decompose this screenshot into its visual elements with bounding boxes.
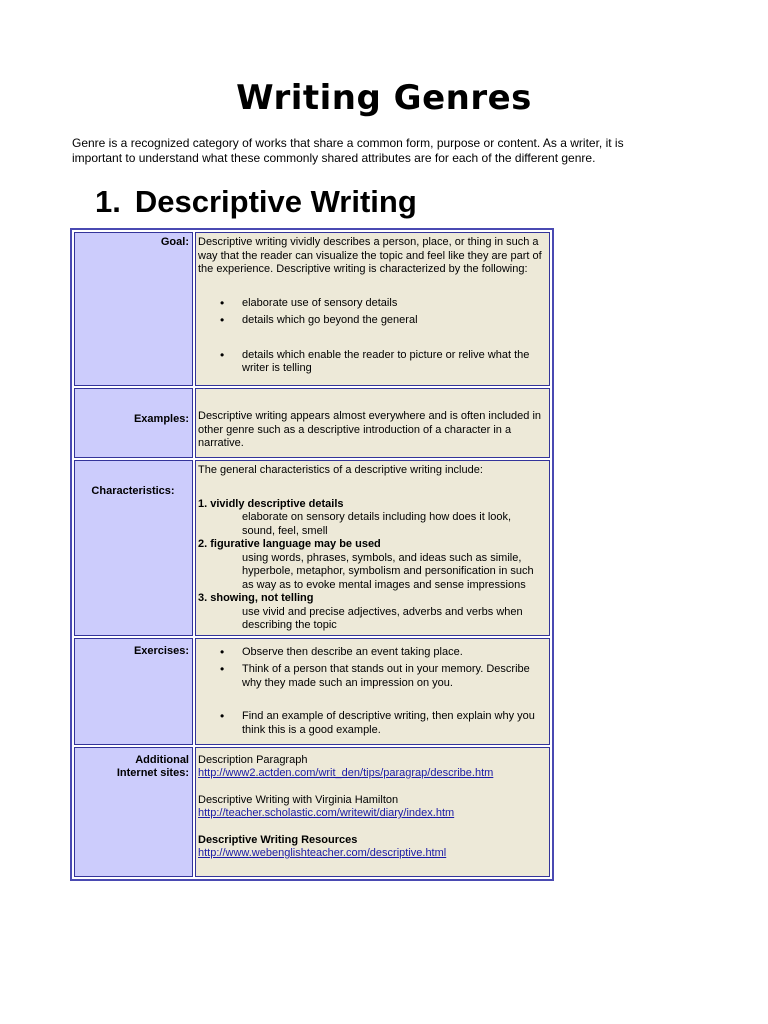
goal-bullet-list bbox=[198, 297, 547, 376]
exercises-cell bbox=[195, 638, 550, 745]
characteristic-detail: using words, phrases, symbols, and ideas such as simile, hyperbole, metaphor, symbolism and personification in such as way as to evoke mental images and sense impressions bbox=[242, 551, 534, 591]
sites-cell bbox=[195, 747, 550, 877]
examples-label: Examples: bbox=[74, 388, 193, 458]
examples-row bbox=[74, 388, 550, 458]
intro-paragraph: Genre is a recognized category of works that share a common form, purpose or content. As a writer, it is important to understand what these commonly shared attributes are for each of the different genre. bbox=[72, 136, 624, 165]
site-link[interactable]: http://www.webenglishteacher.com/descriptive.html bbox=[198, 847, 447, 859]
examples-cell bbox=[195, 388, 550, 458]
examples-text: Descriptive writing appears almost everywhere and is often included in other genre such as a descriptive introduction of a character in a narrative. bbox=[198, 410, 542, 449]
site-title: Descriptive Writing Resources bbox=[198, 833, 358, 846]
site-link[interactable]: http://www2.actden.com/writ_den/tips/paragrap/describe.htm bbox=[198, 767, 494, 779]
characteristic-detail: elaborate on sensory details including how does it look, sound, feel, smell bbox=[242, 511, 512, 537]
goal-label: Goal: bbox=[74, 232, 193, 386]
sites-label-line: Additional bbox=[135, 753, 189, 766]
goal-text: Descriptive writing vividly describes a person, place, or thing in such a way that the reader can visualize the topic and feel like they are part of the experience. Descriptive writing is characterized by the following: bbox=[198, 236, 542, 275]
characteristics-list bbox=[198, 498, 547, 633]
goal-bullet: • elaborate use of sensory details bbox=[242, 297, 547, 311]
exercise-bullet: • Think of a person that stands out in your memory. Describe why they made such an impression on you. bbox=[242, 663, 547, 690]
goal-row bbox=[74, 232, 550, 386]
exercises-label: Exercises: bbox=[74, 638, 193, 745]
characteristics-row bbox=[74, 460, 550, 636]
section-number: 1. bbox=[95, 184, 121, 219]
exercises-row bbox=[74, 638, 550, 745]
exercises-bullet-list bbox=[198, 646, 547, 738]
section-title: Descriptive Writing bbox=[134, 184, 417, 219]
characteristic-detail: use vivid and precise adjectives, adverbs and verbs when describing the topic bbox=[242, 605, 523, 631]
goal-cell bbox=[195, 232, 550, 386]
characteristic-title: 3. showing, not telling bbox=[198, 592, 314, 604]
site-title: Descriptive Writing with Virginia Hamilton bbox=[198, 793, 399, 806]
characteristic-title: 2. figurative language may be used bbox=[198, 538, 381, 550]
site-link[interactable]: http://teacher.scholastic.com/writewit/diary/index.htm bbox=[198, 807, 455, 819]
sites-label-line: Internet sites: bbox=[116, 767, 189, 779]
genre-table bbox=[70, 228, 554, 881]
characteristics-cell bbox=[195, 460, 550, 636]
section-heading bbox=[95, 184, 417, 220]
site-title: Description Paragraph bbox=[198, 753, 308, 766]
goal-bullet: • details which enable the reader to picture or relive what the writer is telling bbox=[242, 349, 547, 376]
characteristics-label: Characteristics: bbox=[74, 460, 193, 636]
exercise-bullet: • Find an example of descriptive writing, then explain why you think this is a good example. bbox=[242, 710, 547, 737]
sites-label bbox=[74, 747, 193, 877]
sites-row bbox=[74, 747, 550, 877]
page-title: Writing Genres bbox=[236, 78, 532, 118]
characteristics-intro: The general characteristics of a descriptive writing include: bbox=[198, 464, 483, 476]
characteristic-title: 1. vividly descriptive details bbox=[198, 497, 344, 510]
goal-bullet: • details which go beyond the general bbox=[242, 314, 547, 328]
exercise-bullet: • Observe then describe an event taking place. bbox=[242, 646, 547, 660]
